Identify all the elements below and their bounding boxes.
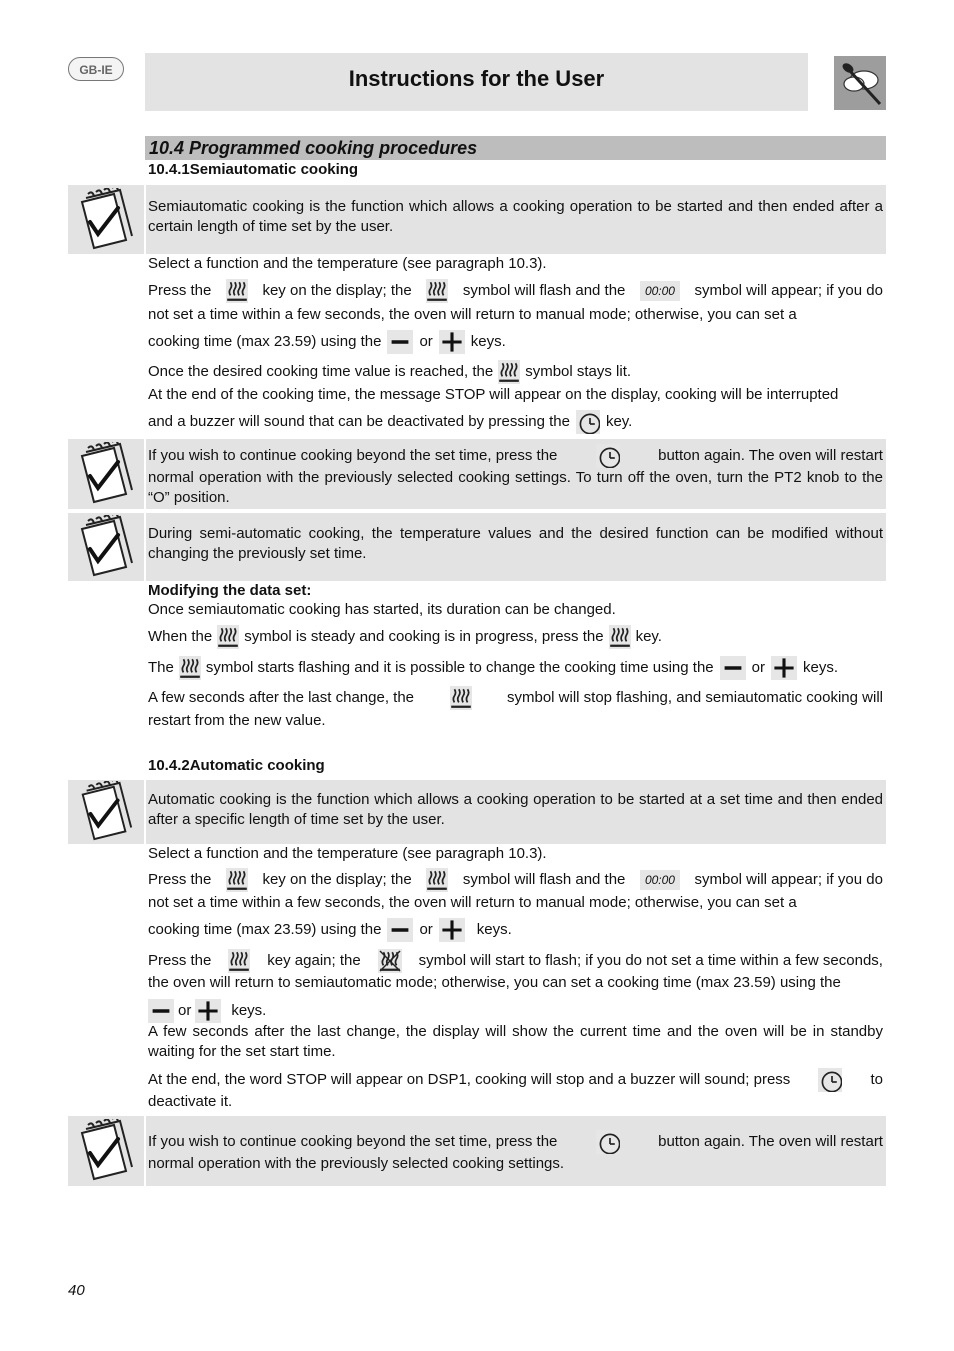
paragraph: Select a function and the temperature (see paragraph 10.3). [148,255,547,272]
text: Press the [148,871,212,888]
clock-key-icon [596,1130,620,1154]
note-icon-box [68,780,144,844]
text: symbol stays lit. [525,363,632,380]
text: symbol will appear; if you do [694,871,883,888]
paragraph-line [148,656,883,680]
minus-key-icon [387,918,413,942]
heat-symbol-icon [179,656,201,680]
notepad-check-icon [74,442,138,506]
paragraph: restart from the new value. [148,712,326,729]
note-text: Automatic cooking is the function which allows a cooking operation to be started at a set time and then ended after a specific length of time set by the user. [148,791,883,828]
plus-key-icon [439,330,465,354]
text: When the [148,628,213,645]
notepad-check-icon [74,188,138,252]
text: key again; the [267,952,361,969]
text: key on the display; the [262,282,412,299]
text: Once the desired cooking time value is reached, the [148,363,494,380]
text: Press the [148,952,212,969]
text: symbol starts flashing and it is possible to change the cooking time using the [205,659,714,676]
text: or [751,659,765,676]
clock-key-icon [596,444,620,468]
text: or [419,921,433,938]
note-text: During semi-automatic cooking, the temperature values and the desired function can be modified without changing the previously set time. [148,525,883,562]
heat-symbol-icon [450,686,472,710]
region-badge: GB-IE [68,57,124,81]
text: keys. [476,921,512,938]
note-line [148,444,883,468]
plus-key-icon [771,656,797,680]
text: symbol will flash and the [462,282,626,299]
note-icon-box [68,185,144,254]
paragraph-line [148,360,631,384]
clock-key-icon [818,1068,842,1092]
note-box [146,780,886,844]
paragraph: Select a function and the temperature (see paragraph 10.3). [148,845,547,862]
text: symbol is steady and cooking is in progress, press the [244,628,604,645]
note-line [148,1130,883,1154]
note-icon-box [68,1116,144,1186]
paragraph-line [148,949,883,973]
text: keys. [470,333,506,350]
paragraph-line [148,625,662,649]
note-box [146,513,886,581]
text: At the end, the word STOP will appear on DSP1, cooking will stop and a buzzer will sound; press [148,1071,791,1088]
note-box [146,185,886,254]
text: If you wish to continue cooking beyond the set time, press the [148,1133,558,1150]
paragraph-line [148,868,883,892]
text: symbol will appear; if you do [694,282,883,299]
page-number: 40 [68,1282,85,1299]
heat-symbol-icon [217,625,239,649]
paragraph: A few seconds after the last change, the display will show the current time and the oven will be in standby waiting for the set start time. [148,1023,883,1060]
note-box [146,439,886,509]
paragraph: not set a time within a few seconds, the oven will return to manual mode; otherwise, you can set a [148,894,797,911]
note-icon-box [68,513,144,581]
heat-off-icon [378,949,402,973]
paragraph: deactivate it. [148,1093,233,1110]
paragraph-line [148,330,506,354]
notepad-check-icon [75,781,137,843]
note-text: Semiautomatic cooking is the function which allows a cooking operation to be started and then ended after a certain length of time set by the user. [148,198,883,235]
paragraph: Once semiautomatic cooking has started, its duration can be changed. [148,601,616,618]
paragraph: not set a time within a few seconds, the oven will return to manual mode; otherwise, you can set a [148,306,797,323]
text: button again. The oven will restart [658,1133,883,1150]
subsection-heading-automatic: 10.4.2Automatic cooking [148,757,325,774]
text: A few seconds after the last change, the [148,689,415,706]
text: The [148,659,174,676]
heat-key-icon [226,868,248,892]
heat-symbol-icon [498,360,520,384]
text: keys. [802,659,838,676]
text: symbol will stop flashing, and semiautomatic cooking will [506,689,883,706]
text: key. [635,628,662,645]
paragraph-line [148,279,883,303]
note-box [146,1116,886,1186]
minus-key-icon [720,656,746,680]
paragraph-line [148,1068,883,1092]
paragraph: At the end of the cooking time, the message STOP will appear on the display, cooking will be interrupted [148,386,839,403]
paragraph: the oven will return to semiautomatic mode; otherwise, you can set a cooking time (max 23.59) using the [148,974,841,991]
note-text: normal operation with the previously selected cooking settings. [148,1155,565,1172]
section-header [145,136,886,160]
minus-key-icon [148,999,174,1023]
heat-symbol-icon [426,868,448,892]
clock-key-icon [576,410,600,434]
heat-key-icon [228,949,250,973]
text: key. [605,413,633,430]
text: to [870,1071,883,1088]
minus-key-icon [387,330,413,354]
text: symbol will start to flash; if you do not set a time within a few seconds, [418,952,883,969]
text: cooking time (max 23.59) using the [148,921,382,938]
subsection-heading-semiautomatic: 10.4.1Semiautomatic cooking [148,161,359,178]
heat-symbol-icon [426,279,448,303]
paragraph-line [148,410,632,434]
clock-digits-icon: 00:00 [640,870,680,890]
heat-key-icon [226,279,248,303]
heat-key-icon [609,625,631,649]
paragraph-line [148,999,266,1023]
header-bar [145,53,808,111]
note-text: normal operation with the previously selected cooking settings. To turn off the oven, turn the PT2 knob to the “O” position. [148,469,883,506]
note-icon-box [68,439,144,509]
text: Press the [148,282,212,299]
text: or [178,1002,192,1019]
plus-key-icon [439,918,465,942]
text: symbol will flash and the [462,871,626,888]
paragraph-line [148,918,512,942]
text: cooking time (max 23.59) using the [148,333,382,350]
text: key on the display; the [262,871,412,888]
text: button again. The oven will restart [658,447,883,464]
text: If you wish to continue cooking beyond the set time, press the [148,447,558,464]
text: keys. [231,1002,267,1019]
notepad-check-icon [74,515,138,579]
chef-spoon-icon [834,56,886,110]
plus-key-icon [195,999,221,1023]
subheading-modifying: Modifying the data set: [148,582,312,599]
paragraph-line [148,686,883,710]
clock-digits-icon: 00:00 [640,281,680,301]
page-title: Instructions for the User [348,66,605,91]
text: and a buzzer will sound that can be deactivated by pressing the [148,413,570,430]
notepad-check-icon [74,1119,138,1183]
section-title: 10.4 Programmed cooking procedures [149,138,478,158]
text: or [419,333,433,350]
